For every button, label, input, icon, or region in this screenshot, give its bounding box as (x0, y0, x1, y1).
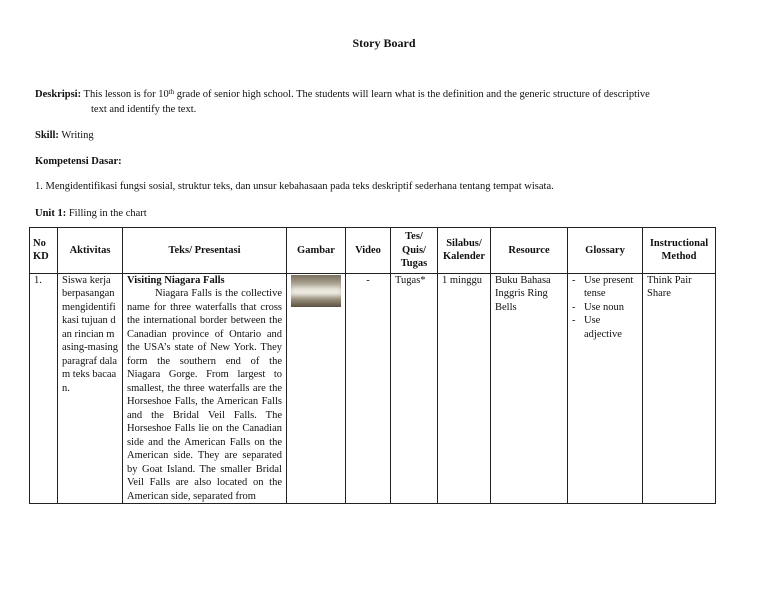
niagara-falls-image (291, 275, 341, 307)
header-aktivitas: Aktivitas (58, 228, 123, 274)
deskripsi-line2: text and identify the text. (91, 104, 197, 115)
deskripsi-line1-pre: This lesson is for 10 (83, 89, 169, 100)
unit-label: Unit 1: (35, 208, 67, 219)
teks-body: Niagara Falls is the collective name for three waterfalls that cross the international border between the Canadian province of Ontario and the USA’s state of New York. They form the southern end of the Niagara Gorge. From largest to smallest, the three waterfalls are the Horseshoe Falls, the American Falls and the Bridal Veil Falls. The Horseshoe Falls lie on the Canadian side and the American Falls on the American side. They are separated by Goat Island. The smaller Bridal Veil Falls are also located on the American side, separated from (127, 288, 282, 502)
skill-label: Skill: (35, 130, 59, 141)
cell-glossary (568, 273, 643, 504)
kompetensi-label: Kompetensi Dasar: (35, 156, 122, 167)
unit-value: Filling in the chart (68, 208, 147, 219)
storyboard-table (29, 227, 716, 504)
header-gambar: Gambar (287, 228, 346, 274)
deskripsi-label: Deskripsi: (35, 89, 82, 100)
kompetensi-heading (35, 154, 122, 169)
cell-teks (123, 273, 287, 504)
table-header-row (30, 228, 716, 274)
unit-line (35, 206, 147, 221)
deskripsi-line1-post: grade of senior high school. The students will learn what is the definition and the generic structure of descriptive (174, 89, 650, 100)
header-no-kd: No KD (30, 228, 58, 274)
skill-value: Writing (61, 130, 94, 141)
header-video: Video (346, 228, 391, 274)
cell-method: Think Pair Share (643, 273, 716, 504)
header-silabus: Silabus/ Kalender (438, 228, 491, 274)
list-item: - Use present tense (572, 274, 638, 301)
cell-aktivitas: Siswa kerja berpasangan mengidentifikasi tujuan dan rincian masing-masing paragraf dalam teks bacaan. (58, 273, 123, 504)
list-item: - Use adjective (572, 314, 638, 341)
header-tes: Tes/ Quis/ Tugas (391, 228, 438, 274)
cell-video: - (346, 273, 391, 504)
cell-silabus: 1 minggu (438, 273, 491, 504)
header-glossary: Glossary (568, 228, 643, 274)
deskripsi-sup: th (168, 88, 175, 96)
list-item: - Use noun (572, 301, 638, 315)
header-teks: Teks/ Presentasi (123, 228, 287, 274)
cell-resource: Buku Bahasa Inggris Ring Bells (491, 273, 568, 504)
deskripsi-paragraph (35, 87, 725, 117)
header-method: Instructional Method (643, 228, 716, 274)
header-resource: Resource (491, 228, 568, 274)
teks-title: Visiting Niagara Falls (127, 274, 225, 286)
glossary-list (572, 274, 638, 342)
table-row (30, 273, 716, 504)
kd-item: 1. Mengidentifikasi fungsi sosial, struktur teks, dan unsur kebahasaan pada teks deskriptif sederhana tentang tempat wisata. (35, 181, 554, 192)
cell-no: 1. (30, 273, 58, 504)
cell-tes: Tugas* (391, 273, 438, 504)
skill-line (35, 128, 94, 143)
page-title: Story Board (352, 36, 416, 50)
cell-gambar (287, 273, 346, 504)
